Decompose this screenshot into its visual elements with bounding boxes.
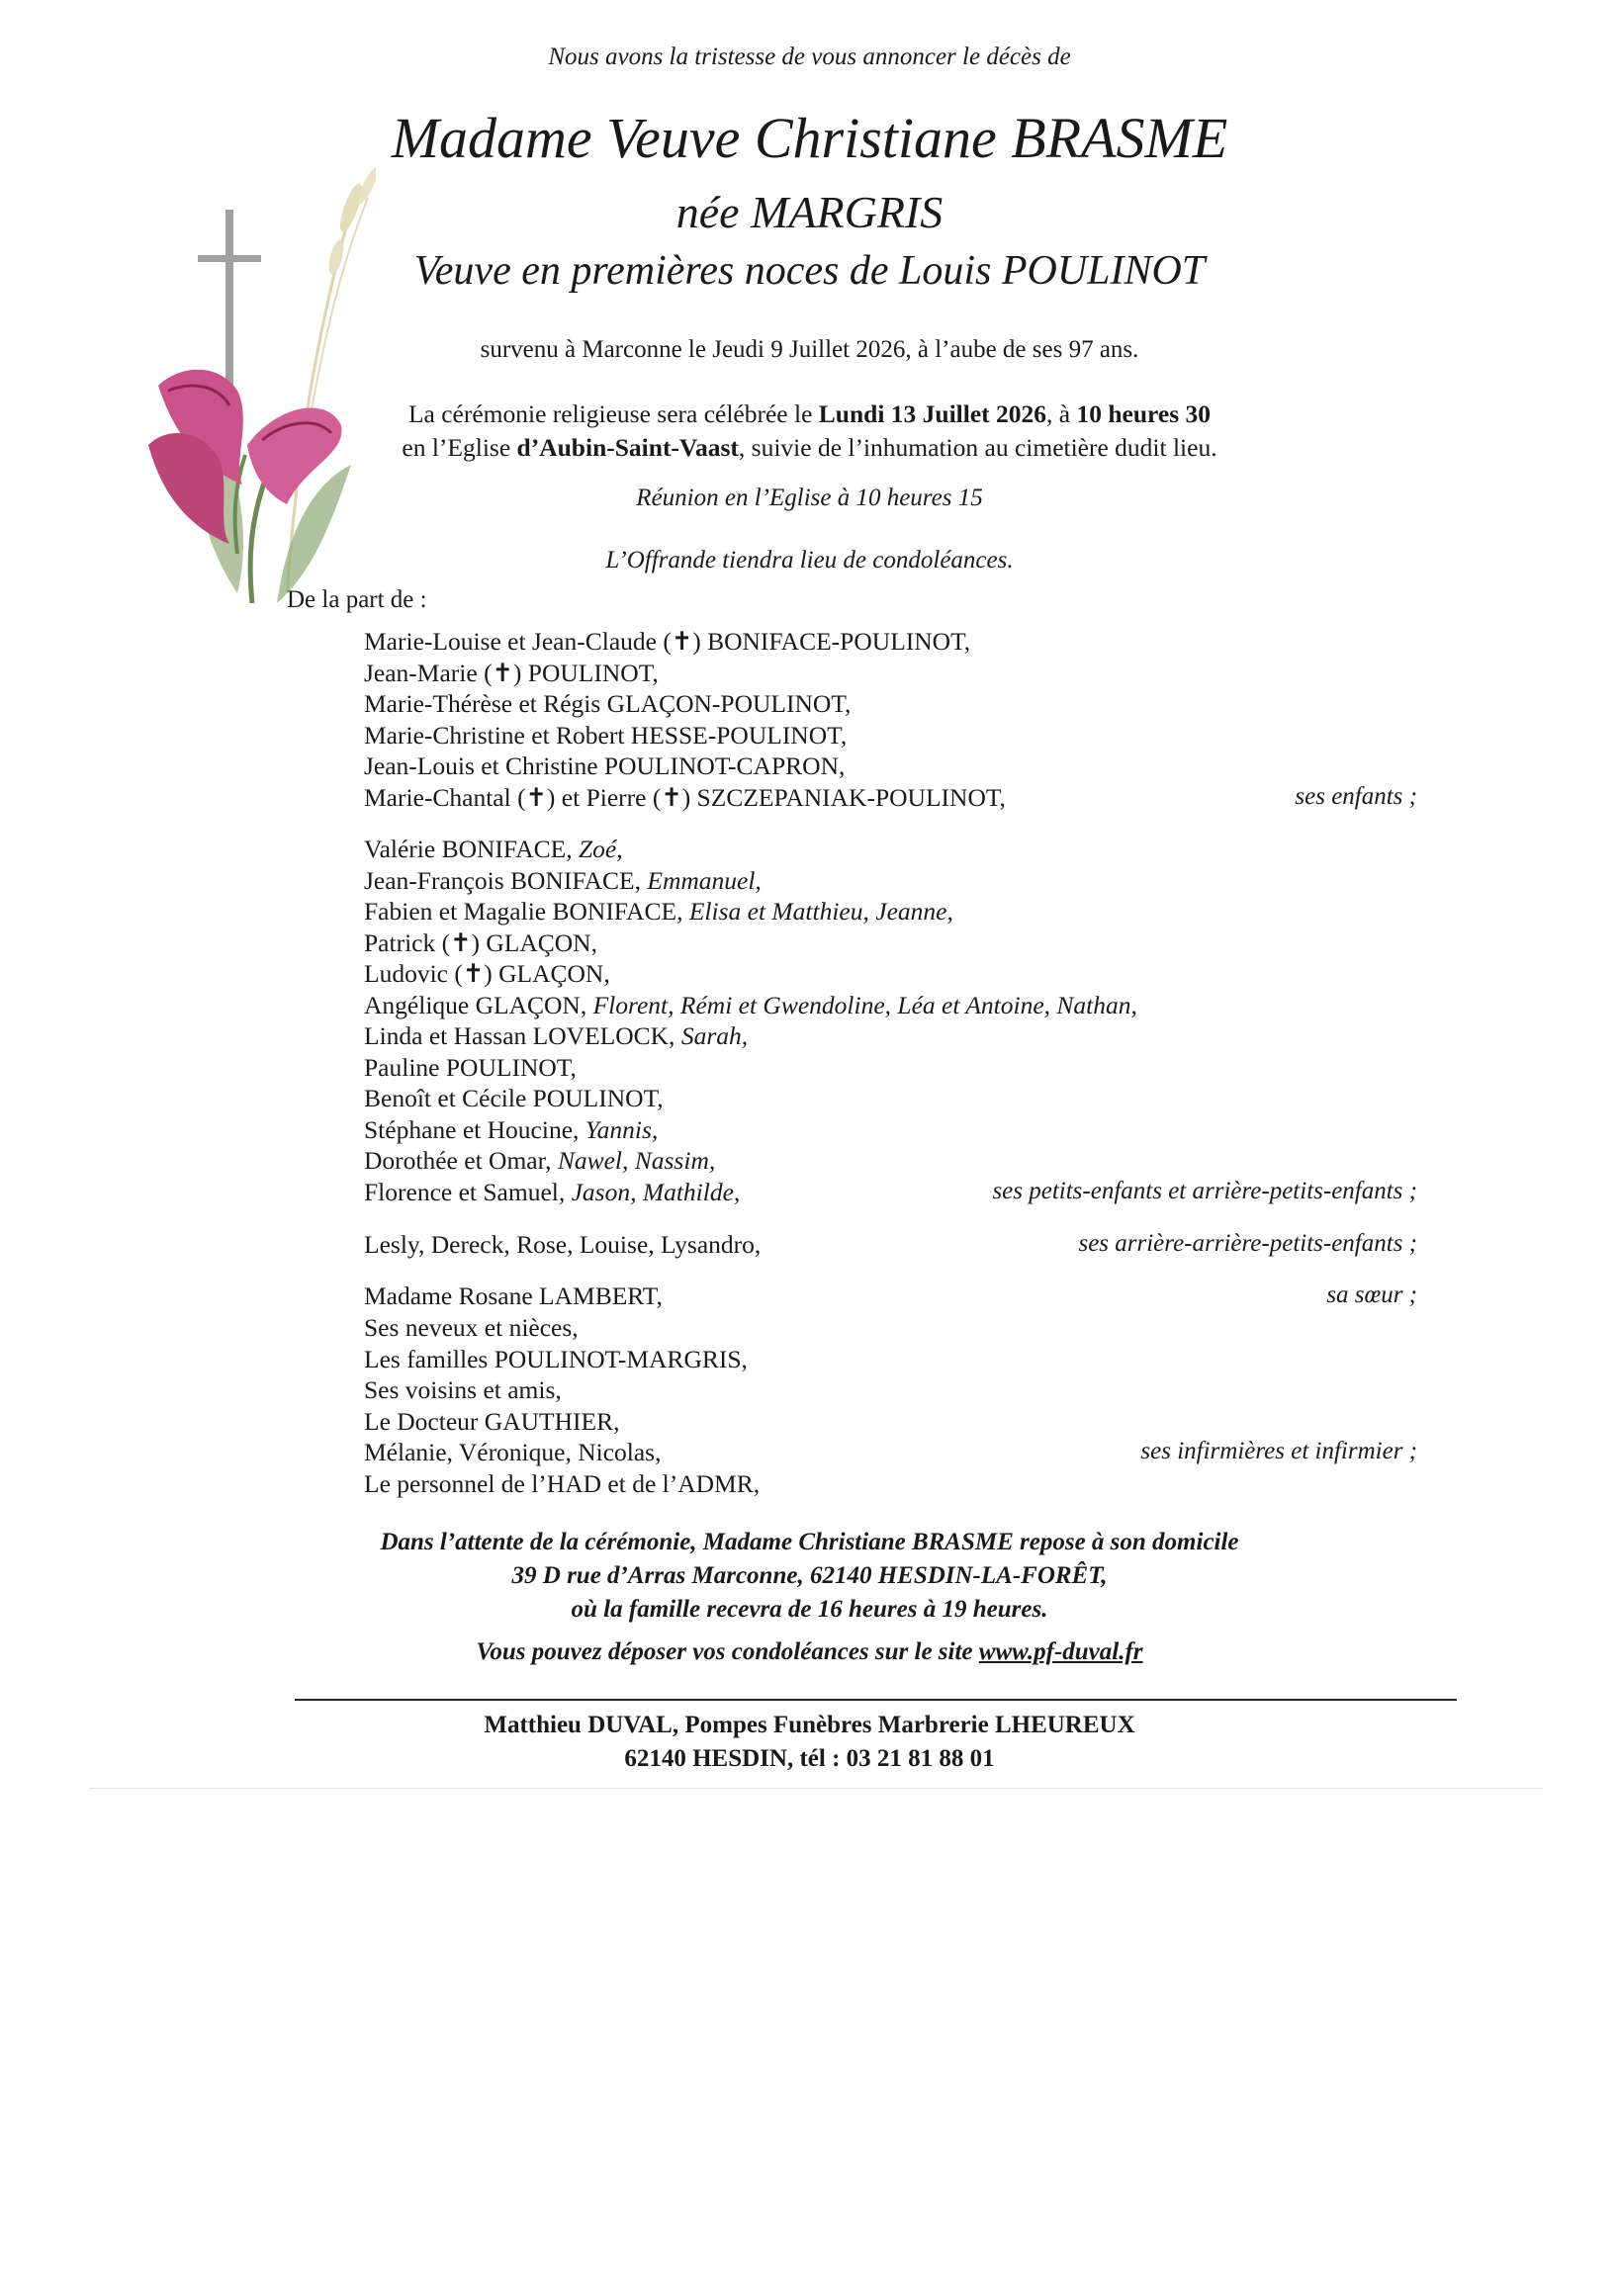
family-member-name: Jean-Marie (✝) POULINOT, <box>364 658 659 687</box>
family-member-line <box>364 751 845 781</box>
family-member-name: Ses voisins et amis, <box>364 1375 562 1404</box>
family-member-line <box>364 928 597 958</box>
widow-of: Veuve en premières noces de Louis POULINOT <box>413 248 1206 294</box>
family-member-name: Linda et Hassan LOVELOCK, <box>364 1021 681 1050</box>
family-member-descendants: Elisa et Matthieu, Jeanne, <box>688 897 953 926</box>
family-member-line <box>364 659 659 688</box>
ceremony-line-2 <box>0 431 1619 465</box>
family-member-name: Jean-François BONIFACE, <box>364 865 648 895</box>
family-member-line <box>364 959 610 989</box>
family-member-line <box>364 1345 748 1374</box>
family-member-descendants: Nawel, Nassim, <box>557 1146 716 1175</box>
ceremony-text: La cérémonie religieuse sera célébrée le <box>407 399 819 428</box>
family-member-line <box>364 721 847 751</box>
family-member-line <box>364 1469 760 1499</box>
family-member-name: Marie-Chantal (✝) et Pierre (✝) SZCZEPANIAK-POULINOT, <box>364 782 1006 812</box>
family-member-line <box>364 1407 619 1437</box>
funeral-home-name: Matthieu DUVAL, Pompes Funèbres Marbrerie LHEUREUX <box>484 1712 1135 1738</box>
website-link[interactable]: www.pf-duval.fr <box>978 1638 1143 1665</box>
family-member-line <box>364 835 623 864</box>
offering-note: L’Offrande tiendra lieu de condoléances. <box>605 547 1014 574</box>
ceremony-date: Lundi 13 Juillet 2026 <box>818 399 1047 428</box>
funeral-home-address: 62140 HESDIN, tél : 03 21 81 88 01 <box>624 1745 995 1772</box>
family-member-name: Ses neveux et nièces, <box>364 1313 579 1342</box>
ceremony-text: , suivie de l’inhumation au cimetière dudit lieu. <box>738 433 1217 462</box>
family-member-name: Benoît et Cécile POULINOT, <box>364 1084 664 1112</box>
family-member-line <box>364 689 851 719</box>
deceased-name: Madame Veuve Christiane BRASME <box>391 106 1228 170</box>
wake-line: où la famille recevra de 16 heures à 19 heures. <box>571 1596 1048 1623</box>
family-member-name: Lesly, Dereck, Rose, Louise, Lysandro, <box>364 1230 762 1259</box>
family-member-line <box>364 1375 562 1405</box>
family-member-line <box>364 866 762 896</box>
wake-line: 39 D rue d’Arras Marconne, 62140 HESDIN-LA-FORÊT, <box>511 1562 1108 1589</box>
ceremony-place: d’Aubin-Saint-Vaast <box>516 433 739 462</box>
family-member-line <box>364 897 953 927</box>
family-member-line <box>364 1178 740 1207</box>
ceremony-time: 10 heures 30 <box>1076 399 1212 428</box>
relationship-label: ses infirmières et infirmier ; <box>1140 1438 1417 1464</box>
family-member-line <box>364 783 1006 813</box>
ceremony-details <box>0 397 1619 465</box>
wake-details <box>0 1526 1619 1627</box>
family-member-name: Madame Rosane LAMBERT, <box>364 1281 663 1310</box>
page-edge <box>89 1788 1543 1789</box>
family-member-descendants: Yannis, <box>585 1114 659 1144</box>
divider <box>295 1699 1457 1701</box>
family-member-name: Le personnel de l’HAD et de l’ADMR, <box>364 1468 761 1498</box>
funeral-home-footer <box>0 1709 1619 1776</box>
wake-line: Dans l’attente de la cérémonie, Madame Christiane BRASME repose à son domicile <box>380 1529 1239 1555</box>
family-member-descendants: Emmanuel, <box>647 865 762 895</box>
family-member-name: Valérie BONIFACE, <box>364 835 579 863</box>
intro-text: Nous avons la tristesse de vous annoncer le décès de <box>548 44 1071 70</box>
condolences-text: Vous pouvez déposer vos condoléances sur le site <box>476 1638 979 1665</box>
family-member-line <box>364 1053 577 1083</box>
death-notice: survenu à Marconne le Jeudi 9 Juillet 2026, à l’aube de ses 97 ans. <box>480 336 1139 363</box>
family-member-name: Marie-Louise et Jean-Claude (✝) BONIFACE-POULINOT, <box>364 627 971 656</box>
relationship-label: sa sœur ; <box>1326 1281 1417 1308</box>
family-member-name: Stéphane et Houcine, <box>364 1114 585 1144</box>
family-member-name: Marie-Thérèse et Régis GLAÇON-POULINOT, <box>364 689 852 718</box>
family-member-name: Florence et Samuel, <box>364 1177 572 1206</box>
family-member-name: Mélanie, Véronique, Nicolas, <box>364 1438 662 1466</box>
family-member-line <box>364 1313 579 1343</box>
relationship-label: ses enfants ; <box>1295 782 1417 810</box>
family-member-line <box>364 1021 748 1051</box>
family-member-line <box>364 627 970 657</box>
relationship-label: ses petits-enfants et arrière-petits-enfants ; <box>992 1177 1417 1204</box>
family-member-name: Angélique GLAÇON, <box>364 990 593 1019</box>
family-member-name: Le Docteur GAUTHIER, <box>364 1406 620 1436</box>
family-member-line <box>364 1115 658 1145</box>
family-member-descendants: Florent, Rémi et Gwendoline, Léa et Antoine, Nathan, <box>592 990 1137 1019</box>
family-member-name: Ludovic (✝) GLAÇON, <box>364 959 610 988</box>
family-member-name: Fabien et Magalie BONIFACE, <box>364 897 689 926</box>
family-member-descendants: Sarah, <box>680 1021 749 1050</box>
family-member-descendants: Jason, Mathilde, <box>571 1177 741 1206</box>
reunion-note: Réunion en l’Eglise à 10 heures 15 <box>636 485 983 511</box>
family-member-line <box>364 1438 661 1467</box>
family-member-name: Patrick (✝) GLAÇON, <box>364 927 597 957</box>
ceremony-text: , à <box>1046 399 1077 428</box>
family-member-line <box>364 1146 715 1176</box>
family-member-line <box>364 1084 664 1113</box>
maiden-name: née MARGRIS <box>675 187 944 237</box>
condolences-line <box>0 1638 1619 1666</box>
ceremony-text: en l’Eglise <box>402 433 517 462</box>
family-member-line <box>364 1281 663 1311</box>
family-member-line <box>364 991 1137 1020</box>
family-member-line <box>364 1230 761 1260</box>
family-member-descendants: Zoé, <box>578 835 623 863</box>
family-member-name: Marie-Christine et Robert HESSE-POULINOT, <box>364 720 848 750</box>
family-member-name: Dorothée et Omar, <box>364 1146 558 1175</box>
from-label: De la part de : <box>287 586 427 613</box>
ceremony-line-1 <box>0 397 1619 431</box>
family-member-name: Pauline POULINOT, <box>364 1052 577 1082</box>
relationship-label: ses arrière-arrière-petits-enfants ; <box>1078 1230 1417 1257</box>
family-member-name: Jean-Louis et Christine POULINOT-CAPRON, <box>364 751 846 780</box>
family-member-name: Les familles POULINOT-MARGRIS, <box>364 1344 748 1373</box>
